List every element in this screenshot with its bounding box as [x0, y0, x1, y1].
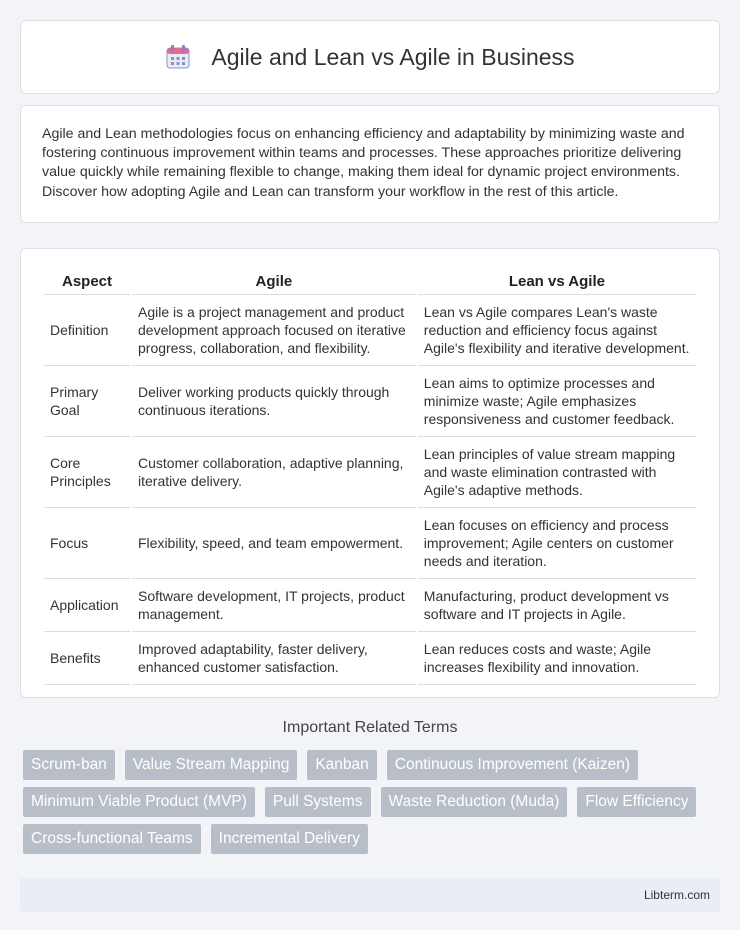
term-tag[interactable]: Value Stream Mapping	[125, 750, 298, 780]
agile-cell: Deliver working products quickly through continuous iterations.	[132, 366, 416, 437]
term-tag[interactable]: Waste Reduction (Muda)	[381, 787, 568, 817]
term-tag[interactable]: Kanban	[307, 750, 376, 780]
intro-text: Agile and Lean methodologies focus on enhancing efficiency and adaptability by minimizing waste and fostering continuous improvement within teams and processes. These approaches prioritize delivering value quickly while remaining flexible to change, making them ideal for dynamic project environments. Discover how adopting Agile and Lean can transform your workflow in the rest of this article.	[42, 126, 685, 200]
aspect-cell: Primary Goal	[44, 366, 130, 437]
aspect-cell: Application	[44, 579, 130, 632]
lean-vs-agile-cell: Manufacturing, product development vs software and IT projects in Agile.	[418, 579, 696, 632]
agile-cell: Agile is a project management and product development approach focused on iterative progress, collaboration, and flexibility.	[132, 295, 416, 366]
comparison-table	[42, 269, 698, 685]
agile-cell: Improved adaptability, faster delivery, enhanced customer satisfaction.	[132, 632, 416, 685]
table-header-row	[44, 269, 696, 295]
intro-card	[20, 105, 720, 223]
term-tag[interactable]: Scrum-ban	[23, 750, 115, 780]
footer-site-link[interactable]: Libterm.com	[643, 887, 710, 902]
lean-vs-agile-cell: Lean aims to optimize processes and minimize waste; Agile emphasizes responsiveness and customer feedback.	[418, 366, 696, 437]
table-row	[44, 632, 696, 685]
term-tag[interactable]: Continuous Improvement (Kaizen)	[387, 750, 638, 780]
lean-vs-agile-cell: Lean reduces costs and waste; Agile increases flexibility and innovation.	[418, 632, 696, 685]
aspect-cell: Definition	[44, 295, 130, 366]
related-terms-title: Important Related Terms	[282, 718, 458, 736]
table-row	[44, 508, 696, 579]
lean-vs-agile-cell: Lean principles of value stream mapping and waste elimination contrasted with Agile's adaptive methods.	[418, 437, 696, 508]
aspect-cell: Core Principles	[44, 437, 130, 508]
table-row	[44, 295, 696, 366]
related-terms-list	[20, 750, 720, 861]
table-row	[44, 579, 696, 632]
lean-vs-agile-cell: Lean focuses on efficiency and process improvement; Agile centers on customer needs and iteration.	[418, 508, 696, 579]
aspect-cell: Benefits	[44, 632, 130, 685]
column-header-agile: Agile	[132, 269, 416, 295]
comparison-card	[20, 248, 720, 698]
agile-cell: Software development, IT projects, product management.	[132, 579, 416, 632]
footer	[20, 878, 720, 912]
term-tag[interactable]: Pull Systems	[265, 787, 371, 817]
column-header-aspect: Aspect	[44, 269, 130, 295]
lean-vs-agile-cell: Lean vs Agile compares Lean's waste reduction and efficiency focus against Agile's flexibility and iterative development.	[418, 295, 696, 366]
term-tag[interactable]: Flow Efficiency	[577, 787, 696, 817]
title-card	[20, 20, 720, 94]
table-row	[44, 366, 696, 437]
aspect-cell: Focus	[44, 508, 130, 579]
term-tag[interactable]: Incremental Delivery	[211, 824, 368, 854]
agile-cell: Customer collaboration, adaptive planning, iterative delivery.	[132, 437, 416, 508]
term-tag[interactable]: Cross-functional Teams	[23, 824, 201, 854]
table-row	[44, 437, 696, 508]
page-title: Agile and Lean vs Agile in Business	[211, 43, 575, 70]
calendar-icon	[165, 44, 191, 70]
agile-cell: Flexibility, speed, and team empowerment.	[132, 508, 416, 579]
column-header-lean-vs-agile: Lean vs Agile	[418, 269, 696, 295]
term-tag[interactable]: Minimum Viable Product (MVP)	[23, 787, 255, 817]
